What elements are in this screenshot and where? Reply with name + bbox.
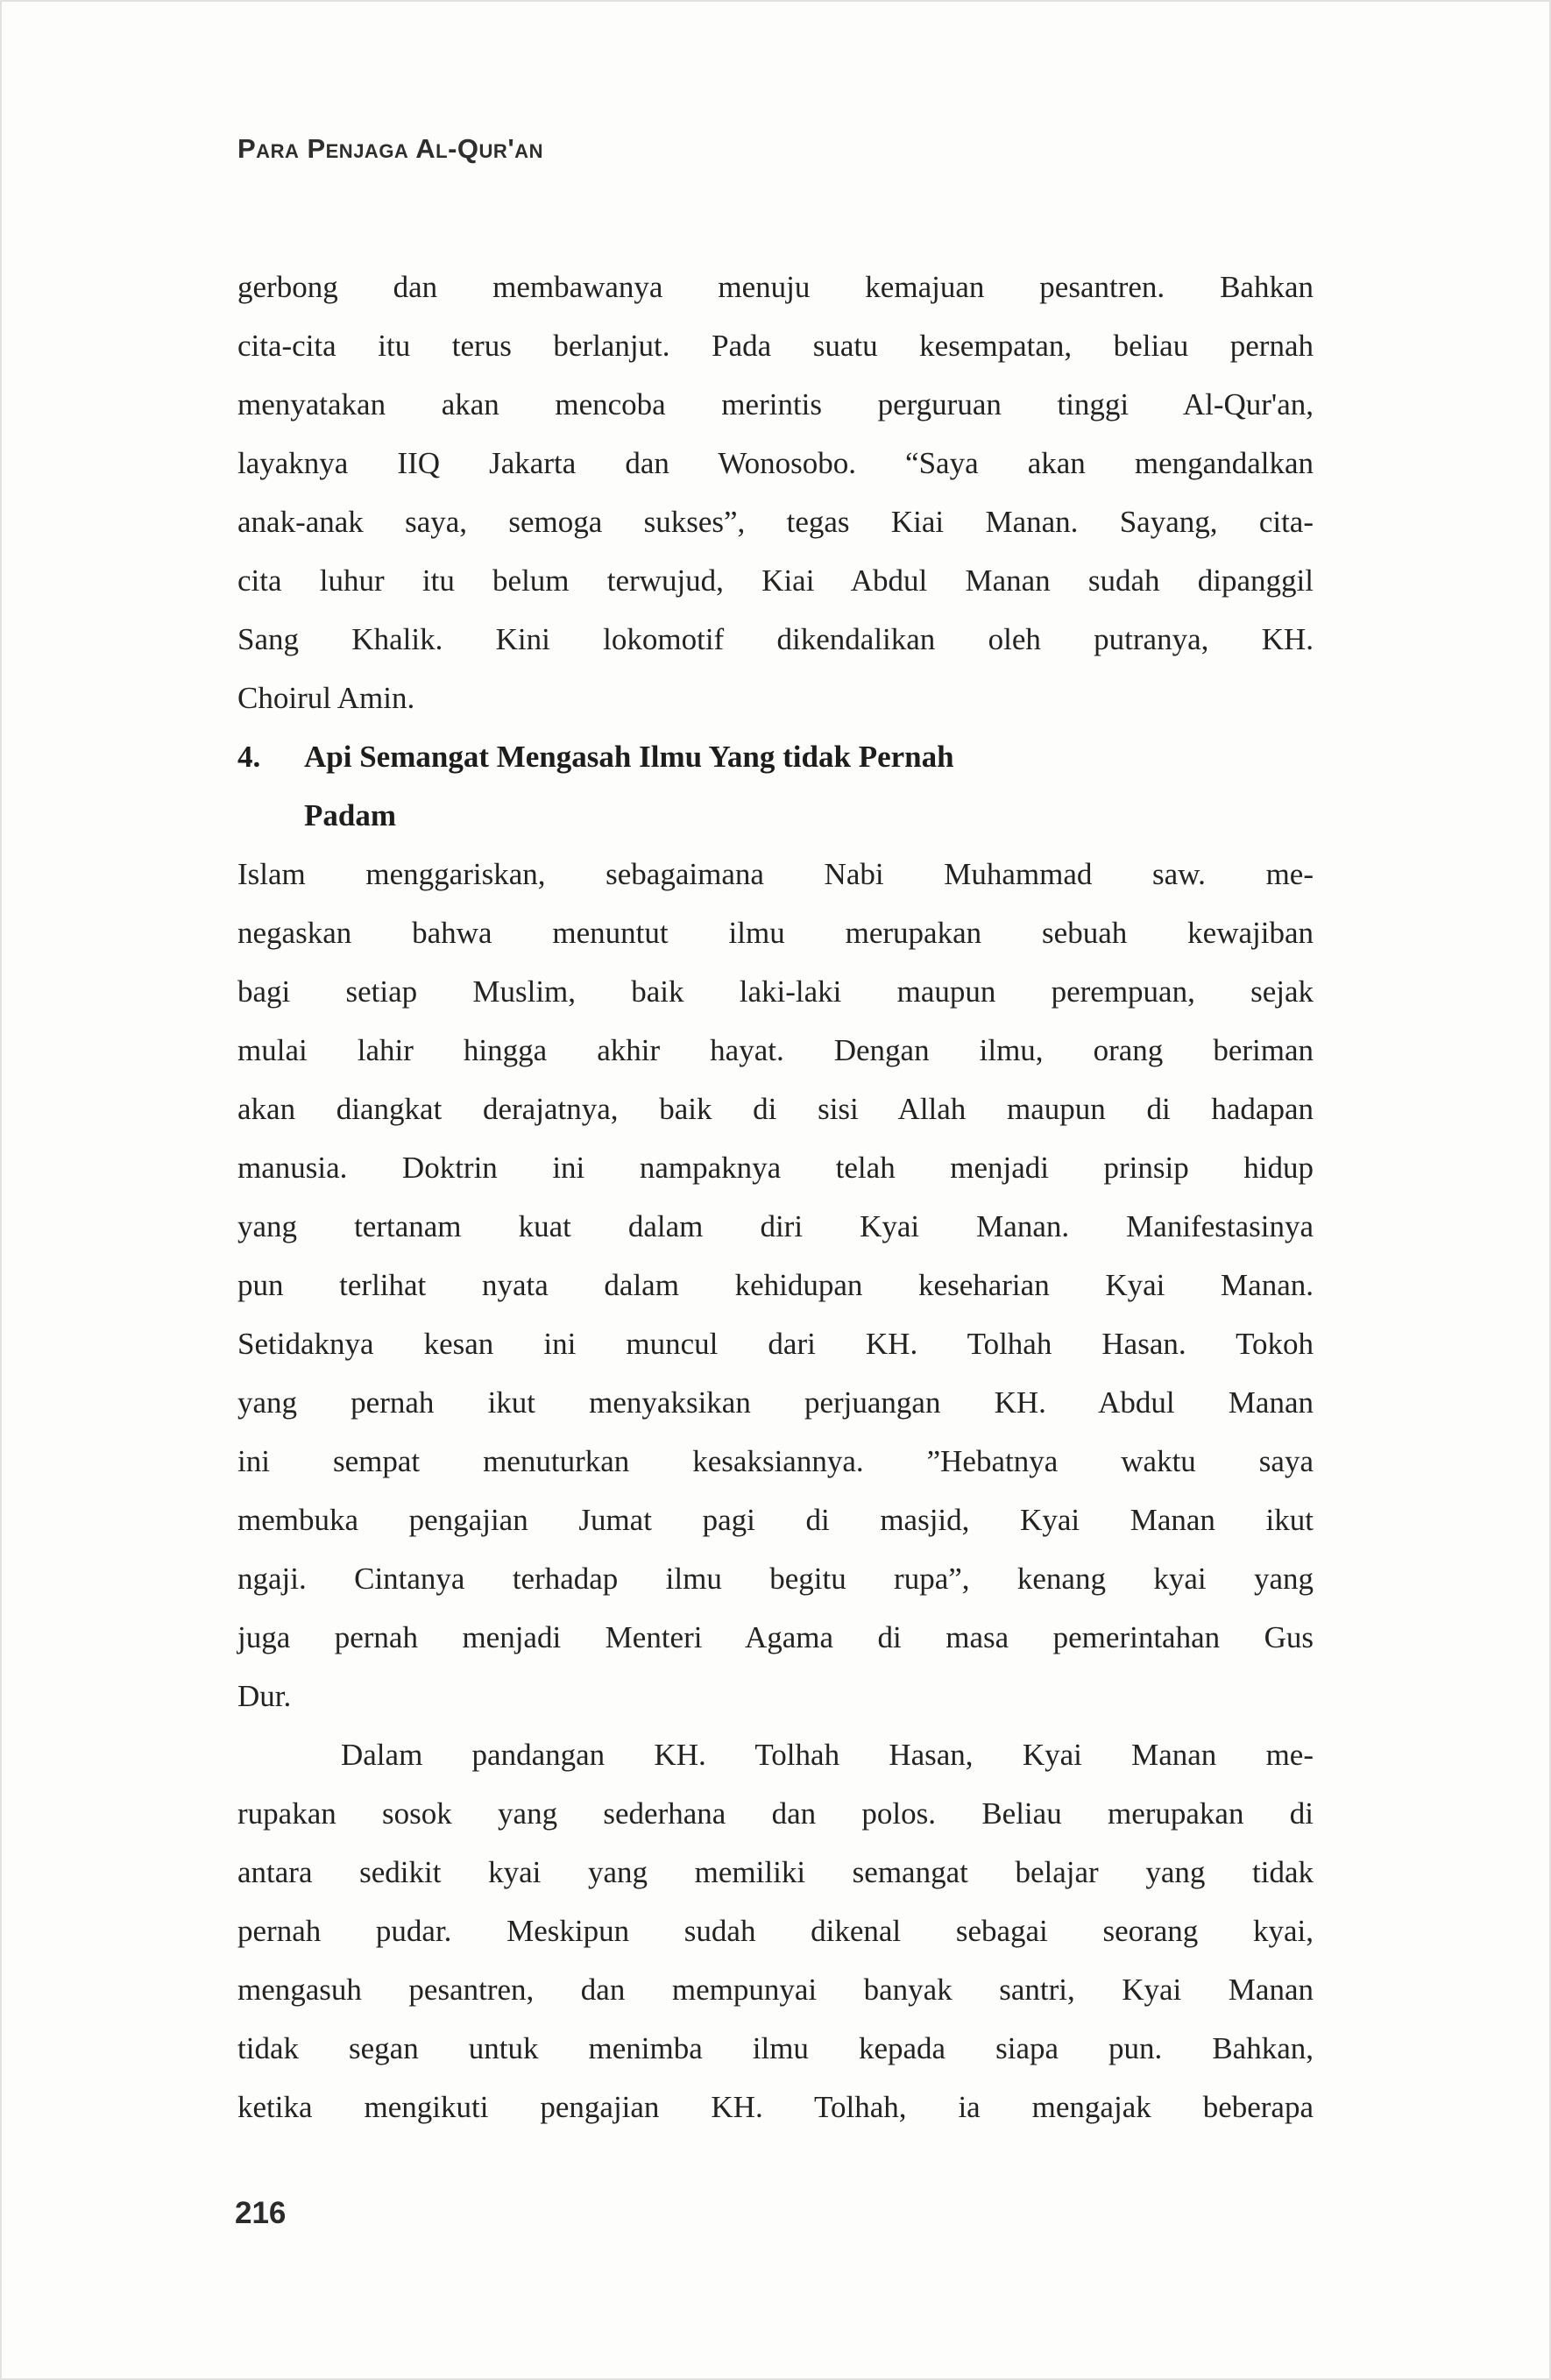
paragraph-2 — [237, 845, 1314, 1725]
running-header: Para Penjaga Al-Qur'an — [237, 133, 543, 164]
text-line: yang tertanam kuat dalam diri Kyai Manan. Manifestasinya — [237, 1209, 1314, 1243]
text-line: menyatakan akan mencoba merintis perguruan tinggi Al-Qur'an, — [237, 387, 1314, 421]
text-line: ini sempat menuturkan kesaksiannya. ”Hebatnya waktu saya — [237, 1444, 1314, 1478]
section-title — [304, 727, 1314, 845]
text-line: cita-cita itu terus berlanjut. Pada suatu kesempatan, beliau pernah — [237, 329, 1314, 363]
text-line: cita luhur itu belum terwujud, Kiai Abdul Manan sudah dipanggil — [237, 563, 1314, 598]
section-heading — [237, 727, 1314, 845]
paragraph-1 — [237, 258, 1314, 727]
text-line: mulai lahir hingga akhir hayat. Dengan ilmu, orang beriman — [237, 1033, 1314, 1067]
text-line: negaskan bahwa menuntut ilmu merupakan sebuah kewajiban — [237, 916, 1314, 950]
text-line: ketika mengikuti pengajian KH. Tolhah, ia mengajak beberapa — [237, 2090, 1314, 2124]
text-line: layaknya IIQ Jakarta dan Wonosobo. “Saya akan mengandalkan — [237, 446, 1314, 480]
text-line: manusia. Doktrin ini nampaknya telah menjadi prinsip hidup — [237, 1151, 1314, 1185]
heading-line: Padam — [304, 798, 396, 832]
text-line: Sang Khalik. Kini lokomotif dikendalikan oleh putranya, KH. — [237, 622, 1314, 656]
text-line: antara sedikit kyai yang memiliki semangat belajar yang tidak — [237, 1855, 1314, 1889]
heading-line: Api Semangat Mengasah Ilmu Yang tidak Pernah — [304, 740, 954, 774]
text-line: anak-anak saya, semoga sukses”, tegas Kiai Manan. Sayang, cita- — [237, 505, 1314, 539]
text-line: Dur. — [237, 1679, 292, 1713]
text-line: yang pernah ikut menyaksikan perjuangan KH. Abdul Manan — [237, 1385, 1314, 1420]
section-number: 4. — [237, 740, 261, 774]
text-line: Islam menggariskan, sebagaimana Nabi Muhammad saw. me- — [237, 857, 1314, 891]
text-line: tidak segan untuk menimba ilmu kepada siapa pun. Bahkan, — [237, 2031, 1314, 2065]
text-line: pernah pudar. Meskipun sudah dikenal sebagai seorang kyai, — [237, 1914, 1314, 1948]
text-line: Dalam pandangan KH. Tolhah Hasan, Kyai Manan me- — [341, 1738, 1314, 1772]
text-line: bagi setiap Muslim, baik laki-laki maupun perempuan, sejak — [237, 974, 1314, 1009]
text-line: gerbong dan membawanya menuju kemajuan pesantren. Bahkan — [237, 270, 1314, 304]
body-text — [237, 258, 1314, 2136]
text-line: rupakan sosok yang sederhana dan polos. Beliau merupakan di — [237, 1796, 1314, 1831]
paragraph-3 — [237, 1725, 1314, 2136]
text-line: pun terlihat nyata dalam kehidupan keseharian Kyai Manan. — [237, 1268, 1314, 1302]
page-number: 216 — [235, 2196, 287, 2230]
text-line: membuka pengajian Jumat pagi di masjid, Kyai Manan ikut — [237, 1503, 1314, 1537]
text-line: akan diangkat derajatnya, baik di sisi Allah maupun di hadapan — [237, 1092, 1314, 1126]
text-line: juga pernah menjadi Menteri Agama di masa pemerintahan Gus — [237, 1620, 1314, 1654]
text-line: mengasuh pesantren, dan mempunyai banyak santri, Kyai Manan — [237, 1973, 1314, 2007]
text-line: ngaji. Cintanya terhadap ilmu begitu rupa”, kenang kyai yang — [237, 1562, 1314, 1596]
text-line: Setidaknya kesan ini muncul dari KH. Tolhah Hasan. Tokoh — [237, 1327, 1314, 1361]
text-line: Choirul Amin. — [237, 681, 415, 715]
